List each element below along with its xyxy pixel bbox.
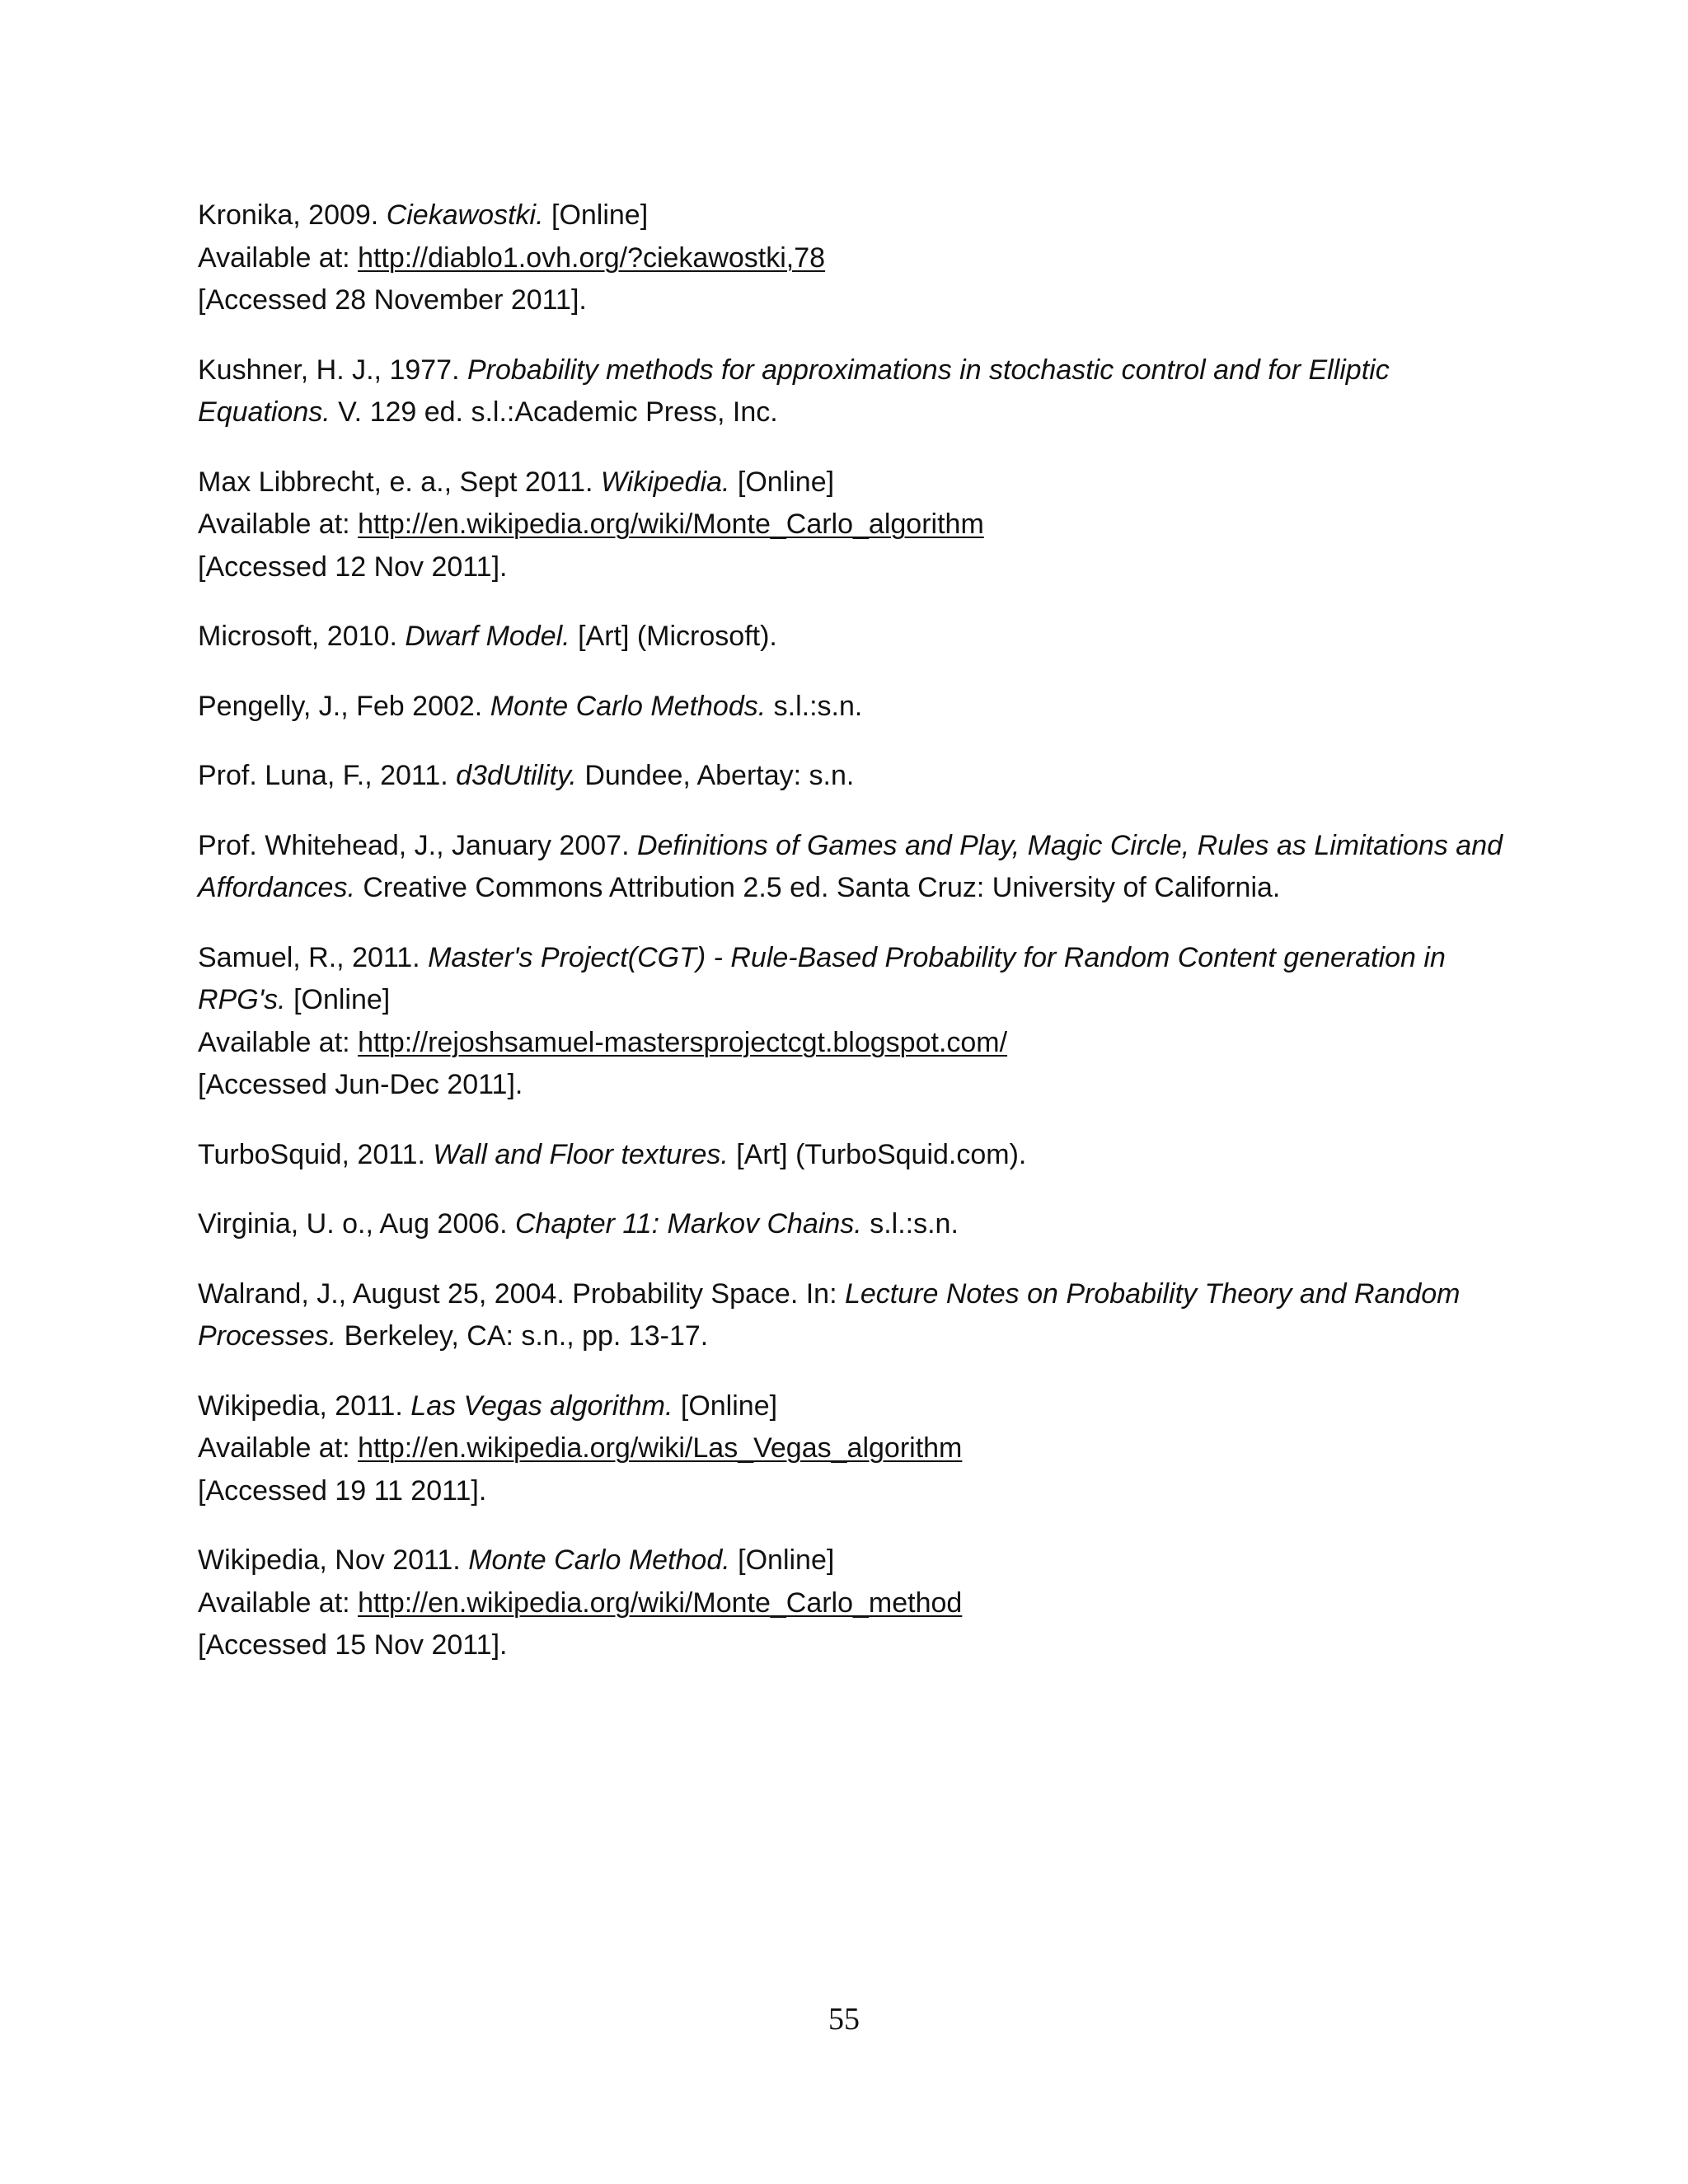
reference-text: Pengelly, J., Feb 2002. (198, 690, 490, 722)
reference-entry (198, 616, 1484, 658)
reference-text: [Accessed 15 Nov 2011]. (198, 1629, 508, 1661)
reference-title: Master's Project(CGT) - Rule-Based Probability for Random Content generation in (428, 941, 1446, 973)
reference-line (198, 616, 1484, 658)
reference-title: Ciekawostki. (386, 199, 544, 231)
reference-title: Wikipedia. (600, 466, 730, 498)
reference-entry (198, 349, 1484, 434)
reference-text: V. 129 ed. s.l.:Academic Press, Inc. (330, 396, 778, 428)
reference-line (198, 1470, 1484, 1513)
reference-line (198, 686, 1484, 729)
reference-line (198, 1540, 1484, 1582)
page-number: 55 (828, 2002, 860, 2036)
reference-line (198, 1273, 1484, 1316)
reference-list (198, 194, 1503, 1694)
reference-text: TurboSquid, 2011. (198, 1138, 434, 1170)
reference-entry (198, 755, 1484, 798)
reference-text: Available at: (198, 1586, 359, 1619)
reference-link[interactable]: http://en.wikipedia.org/wiki/Monte_Carlo_method (358, 1586, 963, 1619)
reference-text: Prof. Luna, F., 2011. (198, 760, 457, 791)
reference-title: Equations. (198, 396, 331, 428)
reference-entry (198, 194, 1484, 322)
reference-text: Berkeley, CA: s.n., pp. 13-17. (336, 1320, 709, 1352)
reference-text: Virginia, U. o., Aug 2006. (198, 1208, 515, 1240)
reference-entry (198, 1273, 1484, 1358)
reference-line (198, 279, 1484, 322)
reference-text: [Online] (285, 984, 391, 1015)
reference-line (198, 755, 1484, 798)
reference-link[interactable]: http://en.wikipedia.org/wiki/Las_Vegas_algorithm (358, 1432, 963, 1464)
reference-text: [Art] (TurboSquid.com). (728, 1138, 1027, 1170)
reference-text: [Online] (673, 1390, 778, 1422)
reference-text: Available at: (198, 241, 359, 274)
reference-line (198, 1315, 1484, 1358)
reference-entry (198, 1540, 1484, 1667)
reference-entry (198, 686, 1484, 729)
reference-text: Dundee, Abertay: s.n. (576, 760, 855, 791)
reference-line (198, 504, 1484, 546)
reference-line (198, 1624, 1484, 1667)
reference-title: Chapter 11: Markov Chains. (514, 1208, 862, 1240)
reference-title: Las Vegas algorithm. (410, 1390, 673, 1422)
reference-text: Prof. Whitehead, J., January 2007. (198, 829, 637, 861)
reference-title: Dwarf Model. (405, 621, 570, 652)
reference-entry (198, 1203, 1484, 1246)
reference-text: Max Libbrecht, e. a., Sept 2011. (198, 466, 601, 498)
reference-text: Available at: (198, 1432, 359, 1464)
reference-title: Probability methods for approximations in stochastic control and for Elliptic (467, 354, 1390, 386)
reference-line (198, 1385, 1484, 1428)
reference-line (198, 1064, 1484, 1107)
reference-line (198, 867, 1484, 910)
reference-text: [Art] (Microsoft). (570, 621, 777, 652)
reference-link[interactable]: http://en.wikipedia.org/wiki/Monte_Carlo_algorithm (358, 509, 984, 540)
reference-text: Wikipedia, 2011. (198, 1390, 411, 1422)
reference-line (198, 1134, 1484, 1177)
reference-text: [Accessed 19 11 2011]. (198, 1474, 487, 1507)
reference-title: Monte Carlo Methods. (490, 690, 767, 722)
reference-link[interactable]: http://rejoshsamuel-mastersprojectcgt.blogspot.com/ (358, 1026, 1008, 1058)
reference-text: Walrand, J., August 25, 2004. Probability Space. In: (198, 1277, 845, 1310)
reference-title: d3dUtility. (456, 760, 577, 791)
reference-line (198, 937, 1484, 980)
reference-text: Microsoft, 2010. (198, 621, 406, 652)
reference-line (198, 1203, 1484, 1246)
reference-link[interactable]: http://diablo1.ovh.org/?ciekawostki,78 (358, 241, 826, 274)
reference-title: Wall and Floor textures. (433, 1138, 729, 1170)
reference-line (198, 194, 1484, 237)
reference-line (198, 391, 1484, 434)
reference-text: [Online] (729, 466, 835, 498)
reference-entry (198, 462, 1484, 589)
reference-line (198, 1427, 1484, 1470)
reference-text: Kushner, H. J., 1977. (198, 354, 467, 386)
reference-title: Lecture Notes on Probability Theory and Random (844, 1277, 1461, 1310)
reference-line (198, 349, 1484, 392)
reference-line (198, 1022, 1484, 1065)
reference-text: [Accessed 12 Nov 2011]. (198, 551, 508, 583)
reference-text: [Accessed Jun-Dec 2011]. (198, 1069, 523, 1100)
reference-line (198, 979, 1484, 1022)
reference-title: RPG's. (198, 984, 286, 1015)
reference-title: Processes. (198, 1320, 337, 1352)
reference-text: Kronika, 2009. (198, 199, 387, 231)
reference-entry (198, 825, 1503, 910)
reference-text: Samuel, R., 2011. (198, 941, 429, 973)
reference-line (198, 546, 1484, 589)
reference-entry (198, 1385, 1484, 1513)
reference-text: Available at: (198, 1026, 359, 1058)
reference-title: Monte Carlo Method. (468, 1544, 730, 1576)
reference-entry (198, 937, 1484, 1107)
reference-text: s.l.:s.n. (861, 1208, 959, 1240)
reference-text: s.l.:s.n. (766, 690, 863, 722)
reference-line (198, 462, 1484, 504)
reference-entry (198, 1134, 1484, 1177)
reference-text: Wikipedia, Nov 2011. (198, 1544, 469, 1576)
reference-title: Affordances. (198, 872, 355, 903)
reference-line (198, 237, 1484, 280)
reference-title: Definitions of Games and Play, Magic Circle, Rules as Limitations and (636, 829, 1503, 861)
reference-text: Available at: (198, 509, 359, 540)
reference-line (198, 825, 1503, 868)
reference-text: [Online] (543, 199, 649, 231)
reference-text: [Accessed 28 November 2011]. (198, 284, 587, 316)
reference-text: Creative Commons Attribution 2.5 ed. Santa Cruz: University of California. (354, 872, 1281, 903)
reference-line (198, 1582, 1484, 1625)
reference-text: [Online] (729, 1544, 835, 1576)
